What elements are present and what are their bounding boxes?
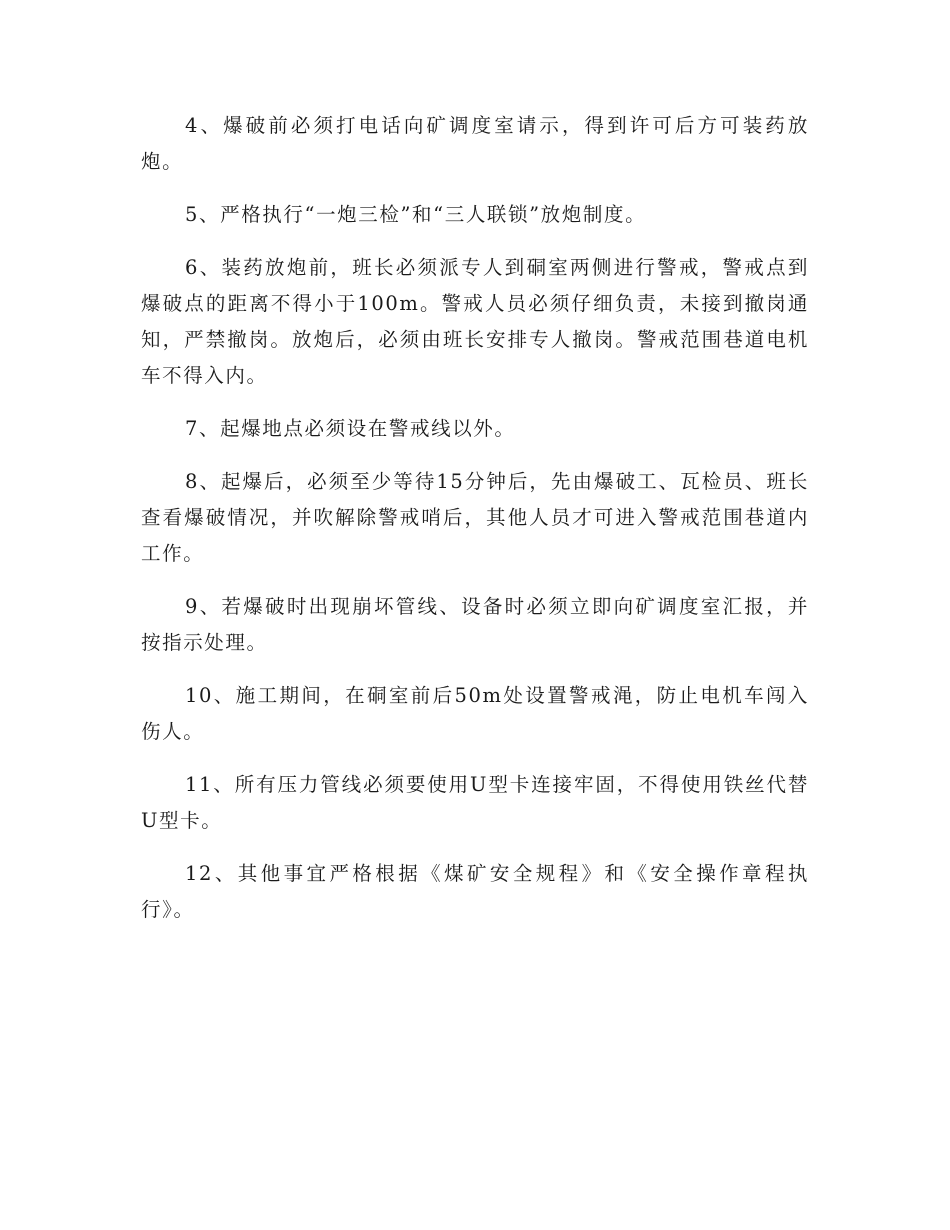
paragraph-item-9: 9、若爆破时出现崩坏管线、设备时必须立即向矿调度室汇报，并按指示处理。	[141, 595, 809, 654]
paragraph-item-8: 8、起爆后，必须至少等待15分钟后，先由爆破工、瓦检员、班长查看爆破情况，并吹解除警戒哨后，其他人员才可进入警戒范围巷道内工作。	[141, 470, 809, 565]
paragraph-item-6: 6、装药放炮前，班长必须派专人到硐室两侧进行警戒，警戒点到爆破点的距离不得小于100m。警戒人员必须仔细负责，未接到撤岗通知，严禁撤岗。放炮后，必须由班长安排专人撤岗。警戒范围巷道电机车不得入内。	[141, 256, 809, 387]
paragraph-item-12: 12、其他事宜严格根据《煤矿安全规程》和《安全操作章程执行》。	[141, 862, 809, 921]
paragraph-item-5: 5、严格执行“一炮三检”和“三人联锁”放炮制度。	[185, 203, 647, 226]
paragraph-item-11: 11、所有压力管线必须要使用U型卡连接牢固，不得使用铁丝代替U型卡。	[141, 773, 809, 832]
paragraph-item-7: 7、起爆地点必须设在警戒线以外。	[185, 417, 516, 440]
document-body	[141, 108, 809, 945]
paragraph-item-10: 10、施工期间，在硐室前后50m处设置警戒渑，防止电机车闯入伤人。	[141, 684, 809, 743]
paragraph-item-4: 4、爆破前必须打电话向矿调度室请示，得到许可后方可装药放炮。	[141, 114, 809, 173]
